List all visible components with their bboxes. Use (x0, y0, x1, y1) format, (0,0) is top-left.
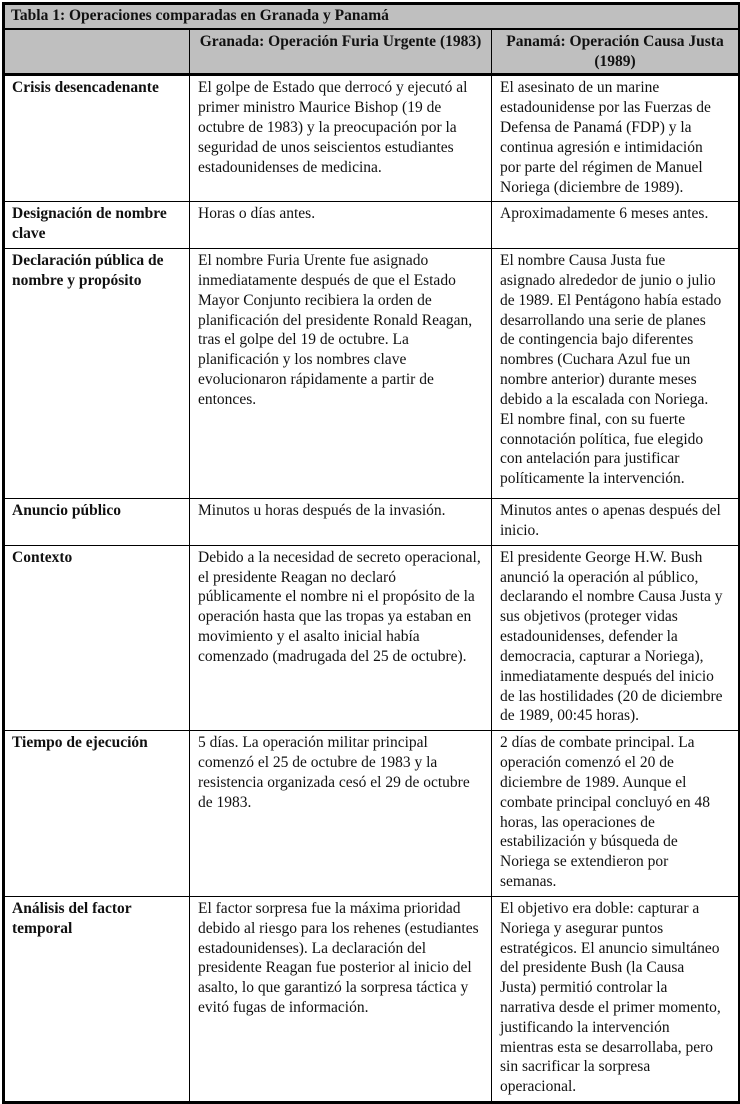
row-label-contexto: Contexto (4, 545, 190, 730)
table-row (4, 75, 740, 202)
panama-cell-tiempo: 2 días de combate principal. La operación comenzó el 20 de diciembre de 1989. Aunque el combate principal concluyó en 48 horas, las operaciones de estabilización y búsqueda de Noriega se extendieron por semanas. (492, 731, 740, 897)
column-header-granada: Granada: Operación Furia Urgente (1983) (190, 29, 492, 75)
panama-cell-declaracion: El nombre Causa Justa fue asignado alrededor de junio o julio de 1989. El Pentágono había estado desarrollando una serie de planes de contingencia bajo diferentes nombres (Cuchara Azul fue un nombre anterior) durante meses debido a la escalada con Noriega. El nombre final, con su fuerte connotación política, fue elegido con antelación para justificar políticamente la intervención. (492, 249, 740, 499)
table-title: Tabla 1: Operaciones comparadas en Granada y Panamá (4, 4, 740, 29)
table-row (4, 545, 740, 730)
panama-cell-crisis: El asesinato de un marine estadounidense por las Fuerzas de Defensa de Panamá (FDP) y la continua agresión e intimidación por parte del régimen de Manuel Noriega (diciembre de 1989). (492, 75, 740, 202)
granada-cell-tiempo: 5 días. La operación militar principal comenzó el 25 de octubre de 1983 y la resistencia organizada cesó el 29 de octubre de 1983. (190, 731, 492, 897)
granada-cell-designacion: Horas o días antes. (190, 202, 492, 249)
row-label-anuncio: Anuncio público (4, 499, 190, 546)
column-header-panama: Panamá: Operación Causa Justa (1989) (492, 29, 740, 75)
granada-cell-anuncio: Minutos u horas después de la invasión. (190, 499, 492, 546)
granada-cell-contexto: Debido a la necesidad de secreto operacional, el presidente Reagan no declaró públicamente el nombre ni el propósito de la operación hasta que las tropas ya estaban en movimiento y el asalto inicial había comenzado (madrugada del 25 de octubre). (190, 545, 492, 730)
row-label-declaracion: Declaración pública de nombre y propósito (4, 249, 190, 499)
granada-cell-analisis: El factor sorpresa fue la máxima prioridad debido al riesgo para los rehenes (estudiantes estadounidenses). La declaración del presidente Reagan fue posterior al inicio del asalto, lo que garantizó la sorpresa táctica y evitó fugas de información. (190, 896, 492, 1102)
column-header-empty (4, 29, 190, 75)
row-label-tiempo: Tiempo de ejecución (4, 731, 190, 897)
comparison-table (2, 2, 740, 1104)
table-title-row (4, 4, 740, 29)
panama-cell-anuncio: Minutos antes o apenas después del inicio. (492, 499, 740, 546)
row-label-crisis: Crisis desencadenante (4, 75, 190, 202)
table-row (4, 731, 740, 897)
table-row (4, 499, 740, 546)
row-label-analisis: Análisis del factor temporal (4, 896, 190, 1102)
panama-cell-analisis: El objetivo era doble: capturar a Noriega y asegurar puntos estratégicos. El anuncio simultáneo del presidente Bush (la Causa Justa) permitió controlar la narrativa desde el primer momento, justificando la intervención mientras esta se desarrollaba, pero sin sacrificar la sorpresa operacional. (492, 896, 740, 1102)
table-row (4, 249, 740, 499)
table-row (4, 202, 740, 249)
table-row (4, 896, 740, 1102)
table-header-row (4, 29, 740, 75)
granada-cell-declaracion: El nombre Furia Urente fue asignado inmediatamente después de que el Estado Mayor Conjunto recibiera la orden de planificación del presidente Ronald Reagan, tras el golpe del 19 de octubre. La planificación y los nombres clave evolucionaron rápidamente a partir de entonces. (190, 249, 492, 499)
panama-cell-designacion: Aproximadamente 6 meses antes. (492, 202, 740, 249)
panama-cell-contexto: El presidente George H.W. Bush anunció la operación al público, declarando el nombre Causa Justa y sus objetivos (proteger vidas estadounidenses, defender la democracia, capturar a Noriega), inmediatamente después del inicio de las hostilidades (20 de diciembre de 1989, 00:45 horas). (492, 545, 740, 730)
row-label-designacion: Designación de nombre clave (4, 202, 190, 249)
granada-cell-crisis: El golpe de Estado que derrocó y ejecutó al primer ministro Maurice Bishop (19 de octubre de 1983) y la preocupación por la seguridad de unos seiscientos estudiantes estadounidenses de medicina. (190, 75, 492, 202)
